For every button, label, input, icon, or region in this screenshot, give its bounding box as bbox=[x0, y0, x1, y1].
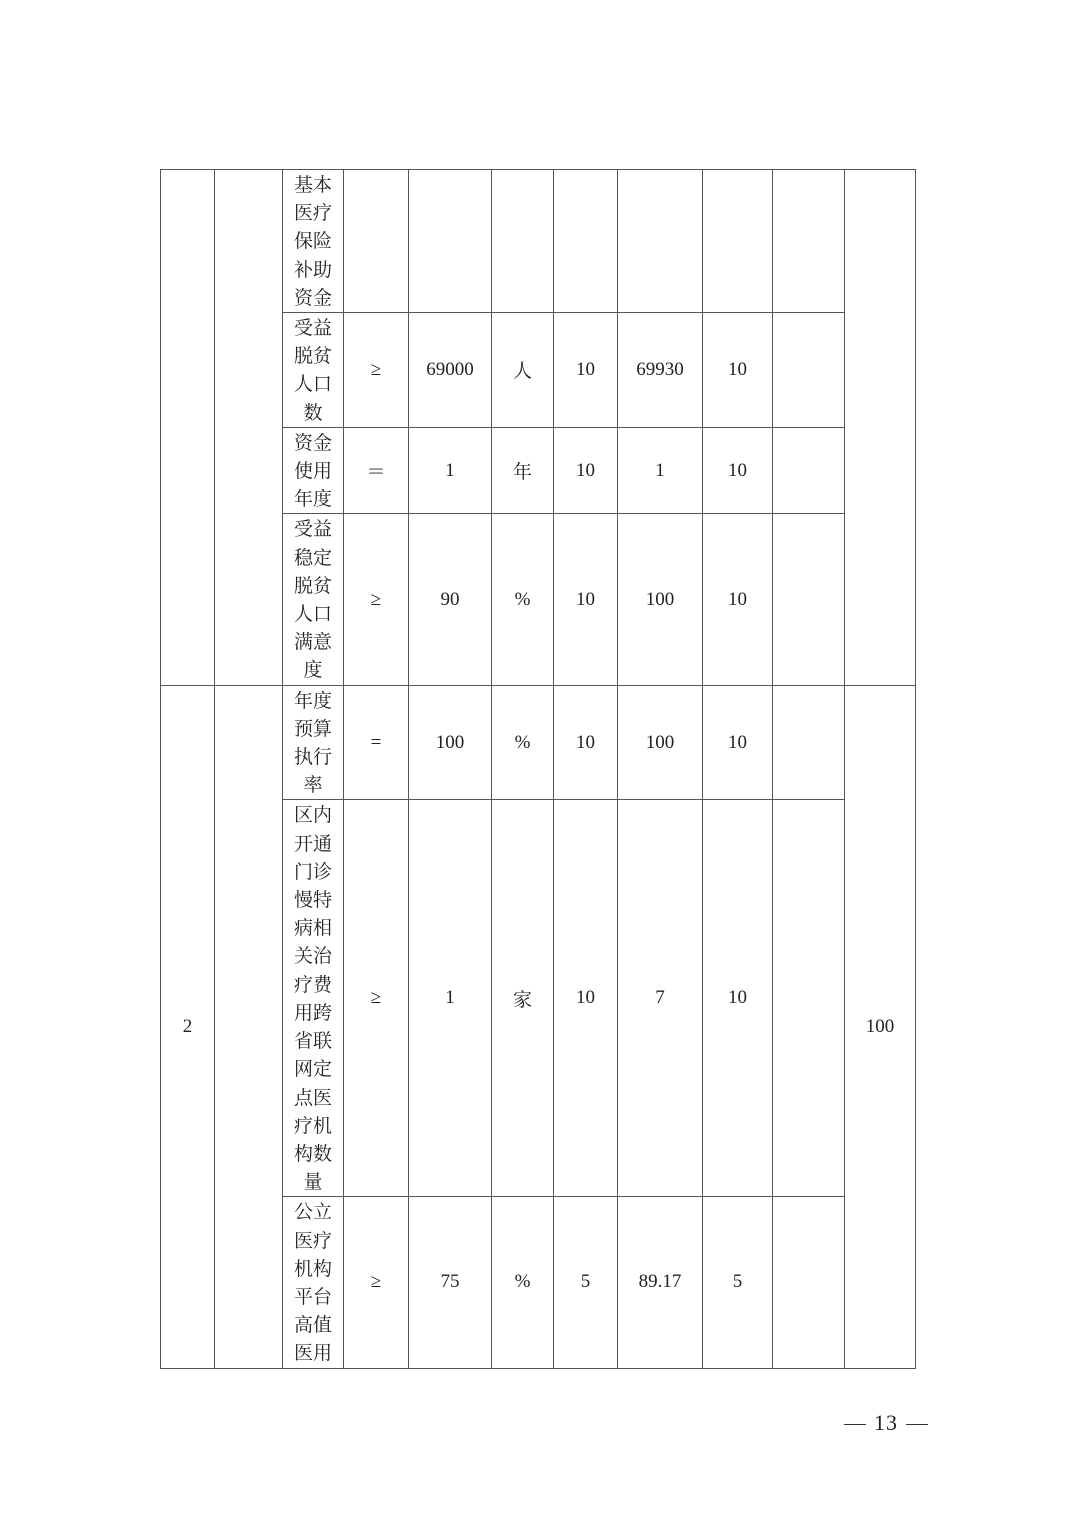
indicator-cell: 受益脱贫人口数 bbox=[283, 313, 344, 428]
target-cell: 75 bbox=[409, 1197, 492, 1368]
unit-cell bbox=[492, 170, 554, 313]
target-cell: 1 bbox=[409, 800, 492, 1197]
note-cell bbox=[773, 427, 845, 514]
weight-cell: 10 bbox=[554, 427, 618, 514]
operator-cell: ≥ bbox=[344, 1197, 409, 1368]
target-cell: 90 bbox=[409, 514, 492, 685]
score-cell: 10 bbox=[703, 514, 773, 685]
operator-cell: ≥ bbox=[344, 313, 409, 428]
weight-cell bbox=[554, 170, 618, 313]
operator-cell: = bbox=[344, 685, 409, 800]
weight-cell: 5 bbox=[554, 1197, 618, 1368]
unit-cell: % bbox=[492, 685, 554, 800]
seq-cell: 2 bbox=[161, 685, 215, 1368]
unit-cell: % bbox=[492, 1197, 554, 1368]
table-row bbox=[161, 685, 916, 800]
operator-cell: ≥ bbox=[344, 514, 409, 685]
unit-cell: % bbox=[492, 514, 554, 685]
page-number-text: 13 bbox=[874, 1410, 898, 1435]
dash-left bbox=[844, 1424, 866, 1425]
note-cell bbox=[773, 685, 845, 800]
note-cell bbox=[773, 800, 845, 1197]
score-cell: 10 bbox=[703, 427, 773, 514]
score-cell: 10 bbox=[703, 685, 773, 800]
target-cell: 1 bbox=[409, 427, 492, 514]
target-cell bbox=[409, 170, 492, 313]
dash-right bbox=[906, 1424, 928, 1425]
indicator-cell: 基本医疗保险补助资金 bbox=[283, 170, 344, 313]
total-cell bbox=[845, 170, 916, 686]
score-cell: 10 bbox=[703, 800, 773, 1197]
note-cell bbox=[773, 1197, 845, 1368]
indicator-cell: 年度预算执行率 bbox=[283, 685, 344, 800]
indicator-cell: 受益稳定脱贫人口满意度 bbox=[283, 514, 344, 685]
category-cell bbox=[215, 170, 283, 686]
score-cell: 5 bbox=[703, 1197, 773, 1368]
actual-cell: 89.17 bbox=[618, 1197, 703, 1368]
note-cell bbox=[773, 514, 845, 685]
total-cell: 100 bbox=[845, 685, 916, 1368]
score-cell: 10 bbox=[703, 313, 773, 428]
weight-cell: 10 bbox=[554, 685, 618, 800]
actual-cell: 69930 bbox=[618, 313, 703, 428]
indicator-cell: 公立医疗机构平台高值医用 bbox=[283, 1197, 344, 1368]
note-cell bbox=[773, 170, 845, 313]
indicator-cell: 区内开通门诊慢特病相关治疗费用跨省联网定点医疗机构数量 bbox=[283, 800, 344, 1197]
seq-cell bbox=[161, 170, 215, 686]
target-cell: 69000 bbox=[409, 313, 492, 428]
unit-cell: 人 bbox=[492, 313, 554, 428]
score-cell bbox=[703, 170, 773, 313]
weight-cell: 10 bbox=[554, 800, 618, 1197]
unit-cell: 年 bbox=[492, 427, 554, 514]
unit-cell: 家 bbox=[492, 800, 554, 1197]
actual-cell: 100 bbox=[618, 514, 703, 685]
category-cell bbox=[215, 685, 283, 1368]
weight-cell: 10 bbox=[554, 514, 618, 685]
actual-cell bbox=[618, 170, 703, 313]
target-cell: 100 bbox=[409, 685, 492, 800]
indicator-cell: 资金使用年度 bbox=[283, 427, 344, 514]
table-row bbox=[161, 170, 916, 313]
weight-cell: 10 bbox=[554, 313, 618, 428]
note-cell bbox=[773, 313, 845, 428]
operator-cell bbox=[344, 170, 409, 313]
operator-cell: ≥ bbox=[344, 800, 409, 1197]
actual-cell: 100 bbox=[618, 685, 703, 800]
performance-table bbox=[160, 169, 916, 1369]
operator-cell: ＝ bbox=[344, 427, 409, 514]
actual-cell: 1 bbox=[618, 427, 703, 514]
actual-cell: 7 bbox=[618, 800, 703, 1197]
page-number bbox=[836, 1410, 936, 1436]
